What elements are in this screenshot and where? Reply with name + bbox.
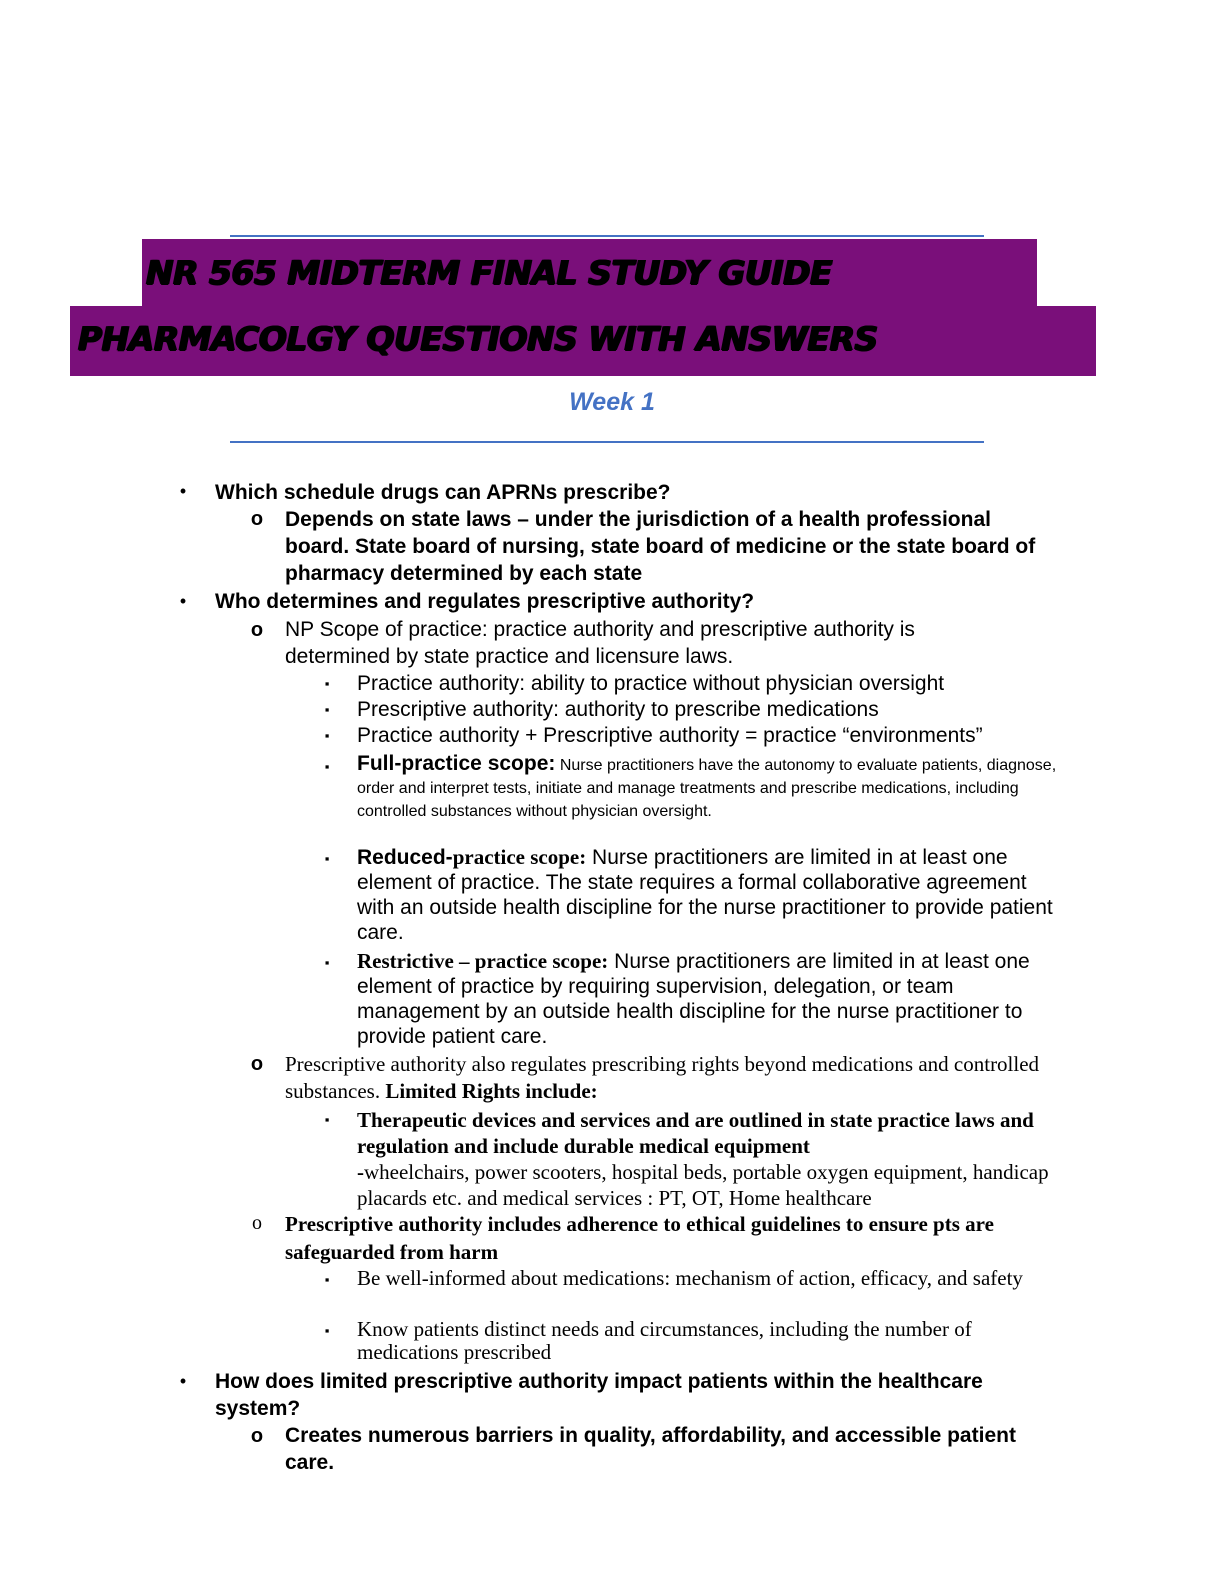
full-practice-label: Full-practice scope: xyxy=(357,752,556,775)
reduced-practice-scope xyxy=(357,845,1057,945)
answer-3: Creates numerous barriers in quality, affordability, and accessible patient care. xyxy=(285,1424,1016,1474)
square-bullet-icon: ▪ xyxy=(324,1323,330,1338)
square-bullet-icon: ▪ xyxy=(324,728,330,743)
ethics-item-2: Know patients distinct needs and circumstances, including the number of medications prescribed xyxy=(357,1317,972,1364)
square-bullet-icon: ▪ xyxy=(324,1272,330,1287)
answer-2b xyxy=(285,1051,1055,1105)
week-heading: Week 1 xyxy=(569,388,655,416)
reduced-label-b: practice scope: xyxy=(452,845,587,869)
question-2: Who determines and regulates prescriptive authority? xyxy=(215,590,755,613)
full-practice-text: Nurse practitioners have the autonomy to evaluate patients, diagnose, order and interpret tests, initiate and manage treatments and prescribe medications, including controlled substances without physician oversight. xyxy=(357,757,1057,820)
answer-2a: NP Scope of practice: practice authority and prescriptive authority is determined by state practice and licensure laws. xyxy=(285,618,915,668)
reduced-text: Nurse practitioners are limited in at least one element of practice. The state requires a formal collaborative agreement with an outside health discipline for the nurse practitioner to provide patient care. xyxy=(357,846,1053,944)
answer-2c: Prescriptive authority includes adherence to ethical guidelines to ensure pts are safeguarded from harm xyxy=(285,1212,994,1264)
square-bullet-icon: ▪ xyxy=(324,759,330,774)
restrictive-practice-scope xyxy=(357,949,1057,1049)
disc-bullet-icon: • xyxy=(179,1371,187,1391)
square-bullet-icon: ▪ xyxy=(324,955,330,970)
title-line-1: NR 565 MIDTERM FINAL STUDY GUIDE xyxy=(142,239,1037,306)
disc-bullet-icon: • xyxy=(179,591,187,611)
therapeutic-devices-text: wheelchairs, power scooters, hospital beds, portable oxygen equipment, handicap placards etc. and medical services : PT, OT, Home healthcare xyxy=(357,1160,1049,1210)
answer-2b-text: Prescriptive authority also regulates prescribing rights beyond medications and controlled substances. xyxy=(285,1052,1040,1103)
circle-bullet-icon: o xyxy=(250,1425,264,1447)
therapeutic-dash: - xyxy=(357,1160,364,1184)
bottom-rule xyxy=(230,441,984,443)
limited-rights-label: Limited Rights include: xyxy=(385,1079,598,1103)
reduced-label-a: Reduced- xyxy=(357,846,453,869)
full-practice-scope xyxy=(357,753,1067,822)
therapeutic-devices xyxy=(357,1107,1057,1211)
therapeutic-devices-bold: Therapeutic devices and services and are outlined in state practice laws and regulation and include durable medical equipment xyxy=(357,1108,1034,1158)
scope-item-3: Practice authority + Prescriptive authority = practice “environments” xyxy=(357,724,983,747)
question-3: How does limited prescriptive authority impact patients within the healthcare system? xyxy=(215,1370,983,1420)
scope-item-2: Prescriptive authority: authority to prescribe medications xyxy=(357,698,879,721)
square-bullet-icon: ▪ xyxy=(324,702,330,717)
restrictive-label: Restrictive – practice scope: xyxy=(357,949,609,973)
circle-bullet-icon: o xyxy=(252,1212,262,1234)
square-bullet-icon: ▪ xyxy=(324,676,330,691)
square-bullet-icon: ▪ xyxy=(324,851,330,866)
square-bullet-icon: ▪ xyxy=(324,1112,330,1127)
circle-bullet-icon: o xyxy=(250,619,264,641)
disc-bullet-icon: • xyxy=(179,481,187,501)
top-rule xyxy=(230,235,984,237)
title-line-2: PHARMACOLGY QUESTIONS WITH ANSWERS xyxy=(70,306,1096,376)
scope-item-1: Practice authority: ability to practice without physician oversight xyxy=(357,672,945,695)
question-1: Which schedule drugs can APRNs prescribe? xyxy=(215,481,671,504)
ethics-item-1: Be well-informed about medications: mechanism of action, efficacy, and safety xyxy=(357,1266,1023,1290)
restrictive-text: Nurse practitioners are limited in at least one element of practice by requiring supervision, delegation, or team management by an outside health discipline for the nurse practitioner to provide patient care. xyxy=(357,950,1030,1048)
circle-bullet-icon: o xyxy=(250,1053,264,1075)
answer-1: Depends on state laws – under the jurisdiction of a health professional board. State board of nursing, state board of medicine or the state board of pharmacy determined by each state xyxy=(285,508,1036,585)
circle-bullet-icon: o xyxy=(250,508,264,530)
